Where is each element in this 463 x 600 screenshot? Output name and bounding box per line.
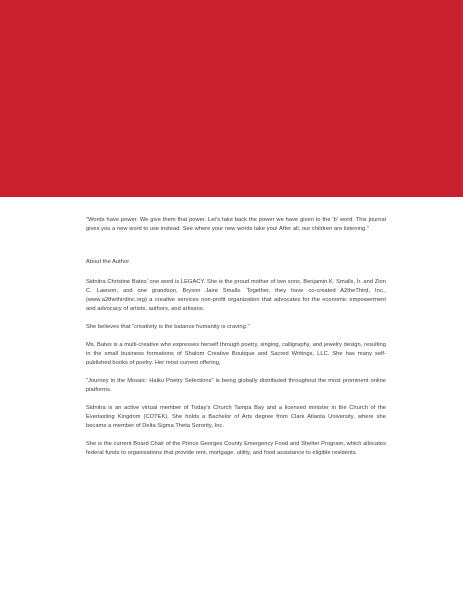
bio-paragraph-6: She is the current Board Chair of the Prince Georges County Emergency Food and Shelter Program, which allocates federal funds to organizations that provide rent, mortgage, utility, and food assistance to eligible residents.: [86, 441, 386, 456]
bio-paragraph-1: Sidnitra Christine Bates' one word is LEGACY. She is the proud mother of two sons, Benjamin K. Smalls, Ir. and Zion C. Lawson, and one grandson, Bryson Jaire Smalls. Together, they have co-created A2theThird, Inc., (www.a2thethirdinc.org) a creative services non-profit organization that advocates for the economic empowerment and advocacy of artists, authors, and artisans.: [86, 279, 386, 312]
header-red-band: [0, 0, 463, 197]
opening-quote: "Words have power. We give them that power. Let's take back the power we have given to the 'b' word. This journal gives you a new word to use instead. See where your new words take you! After all, our children are listening.": [86, 217, 386, 232]
bio-paragraph-3: Ms. Bates is a multi-creative who expresses herself through poetry, singing, calligraphy, and jewelry design, resulting in the small business formations of Shalom Creative Boutique and Sacred Writings, LLC. She has many self-published books of poetry. Her most current offering,: [86, 342, 386, 366]
bio-paragraph-4: "Journey in the Mosaic: Haiku Poetry Selections" is being globally distributed throughout the most prominent online platforms.: [86, 378, 386, 393]
about-heading: About the Author: [86, 259, 130, 265]
page-body: [86, 216, 386, 467]
bio-paragraph-5: Sidnitra is an active virtual member of Today's Church Tampa Bay and a licensed minister in the Church of the Everlasting Kingdom (COTEK). She holds a Bachelor of Arts degree from Clark Atlanta University, where she became a member of Delta Sigma Theta Sorority, Inc.: [86, 405, 386, 429]
bio-paragraph-2: She believes that "creativity is the balance humanity is craving.": [86, 324, 250, 330]
